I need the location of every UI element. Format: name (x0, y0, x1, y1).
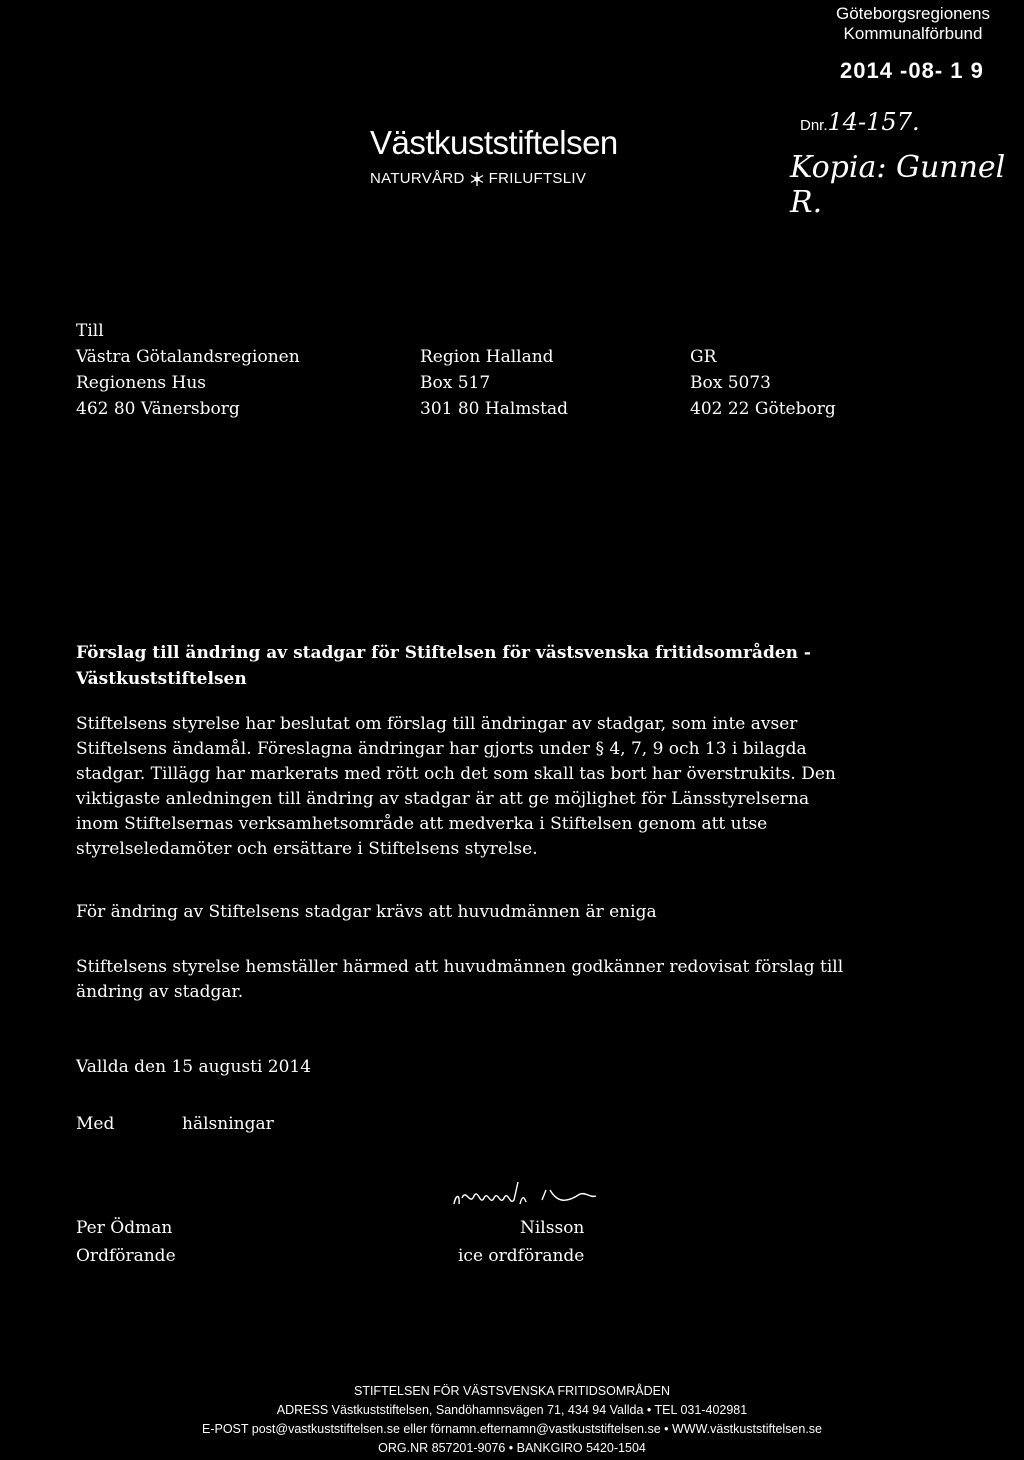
place-and-date: Vallda den 15 augusti 2014 (76, 1057, 312, 1077)
subject-line: Västkuststiftelsen (76, 669, 247, 689)
footer-line: ADRESS Västkuststiftelsen, Sandöhamnsvägen 71, 434 94 Vallda • TEL 031-402981 (276, 1403, 748, 1417)
recipient-line: Box 517 (420, 373, 491, 393)
signatory-name: Nilsson (520, 1218, 585, 1238)
recipient-line: Region Halland (420, 347, 554, 367)
logo-tag-right: FRILUFTSLIV (488, 170, 587, 187)
recipient-line: 462 80 Vänersborg (76, 399, 240, 419)
recipient-line: 301 80 Halmstad (420, 399, 568, 419)
recipient-line: Västra Götalandsregionen (76, 347, 300, 367)
body-paragraph-2: För ändring av Stiftelsens stadgar krävs att huvudmännen är eniga (76, 902, 657, 922)
letter-footer (0, 1382, 1024, 1458)
signatory-chair (76, 1214, 176, 1270)
logo-tag-left: NATURVÅRD (370, 170, 465, 187)
greeting-left: Med (76, 1114, 115, 1134)
body-paragraph-3 (76, 955, 956, 1005)
greeting-right: hälsningar (182, 1114, 274, 1134)
signatory-title: Ordförande (76, 1246, 176, 1266)
body-line: stadgar. Tillägg har markerats med rött och det som skall tas bort har överstrukits. Den (76, 764, 836, 784)
handwritten-signature (450, 1176, 600, 1216)
body-line: styrelseledamöter och ersättare i Stiftelsens styrelse. (76, 839, 538, 859)
body-paragraph-1 (76, 712, 956, 862)
subject-line: Förslag till ändring av stadgar för Stiftelsen för västsvenska fritidsområden - (76, 643, 811, 663)
signatory-vice-chair (458, 1214, 584, 1270)
received-stamp-organization (818, 4, 1008, 44)
body-line: Stiftelsens styrelse har beslutat om förslag till ändringar av stadgar, som inte avser (76, 714, 798, 734)
body-line: inom Stiftelsernas verksamhetsområde att medverka i Stiftelsen genom att utse (76, 814, 768, 834)
body-line: Stiftelsens styrelse hemställer härmed att huvudmännen godkänner redovisat förslag till (76, 957, 844, 977)
dnr-label: Dnr. (800, 117, 828, 134)
signatory-title: ice ordförande (458, 1246, 585, 1266)
body-line: viktigaste anledningen till ändring av stadgar är att ge möjlighet för Länsstyrelserna (76, 789, 810, 809)
snowflake-icon (469, 171, 485, 187)
recipient-vgr (76, 344, 300, 422)
footer-line: ORG.NR 857201-9076 • BANKGIRO 5420-1504 (378, 1441, 646, 1455)
recipient-line: Regionens Hus (76, 373, 206, 393)
recipient-region-halland (420, 344, 568, 422)
recipient-line: GR (690, 347, 717, 367)
recipient-heading: Till (76, 321, 104, 341)
registration-number (800, 108, 920, 136)
received-stamp-date: 2014 -08- 1 9 (840, 58, 984, 83)
handwritten-copy-note: Kopia: Gunnel R. (790, 150, 1006, 220)
recipient-gr (690, 344, 836, 422)
letter-subject (76, 640, 966, 692)
logo-tagline (370, 170, 586, 187)
footer-line: E-POST post@vastkuststiftelsen.se eller förnamn.efternamn@vastkuststiftelsen.se • WWW.västkuststiftelsen.se (201, 1422, 823, 1436)
signatory-name: Per Ödman (76, 1218, 173, 1238)
dnr-value: 14-157. (827, 108, 920, 136)
body-line: ändring av stadgar. (76, 982, 244, 1002)
logo-name: Västkuststiftelsen (370, 124, 618, 161)
footer-line: STIFTELSEN FÖR VÄSTSVENSKA FRITIDSOMRÅDEN (353, 1384, 671, 1398)
recipient-line: Box 5073 (690, 373, 771, 393)
recipient-line: 402 22 Göteborg (690, 399, 836, 419)
stamp-org-line2: Kommunalförbund (843, 24, 983, 43)
stamp-org-line1: Göteborgsregionens (835, 4, 991, 23)
body-line: Stiftelsens ändamål. Föreslagna ändringar har gjorts under § 4, 7, 9 och 13 i bilagda (76, 739, 807, 759)
